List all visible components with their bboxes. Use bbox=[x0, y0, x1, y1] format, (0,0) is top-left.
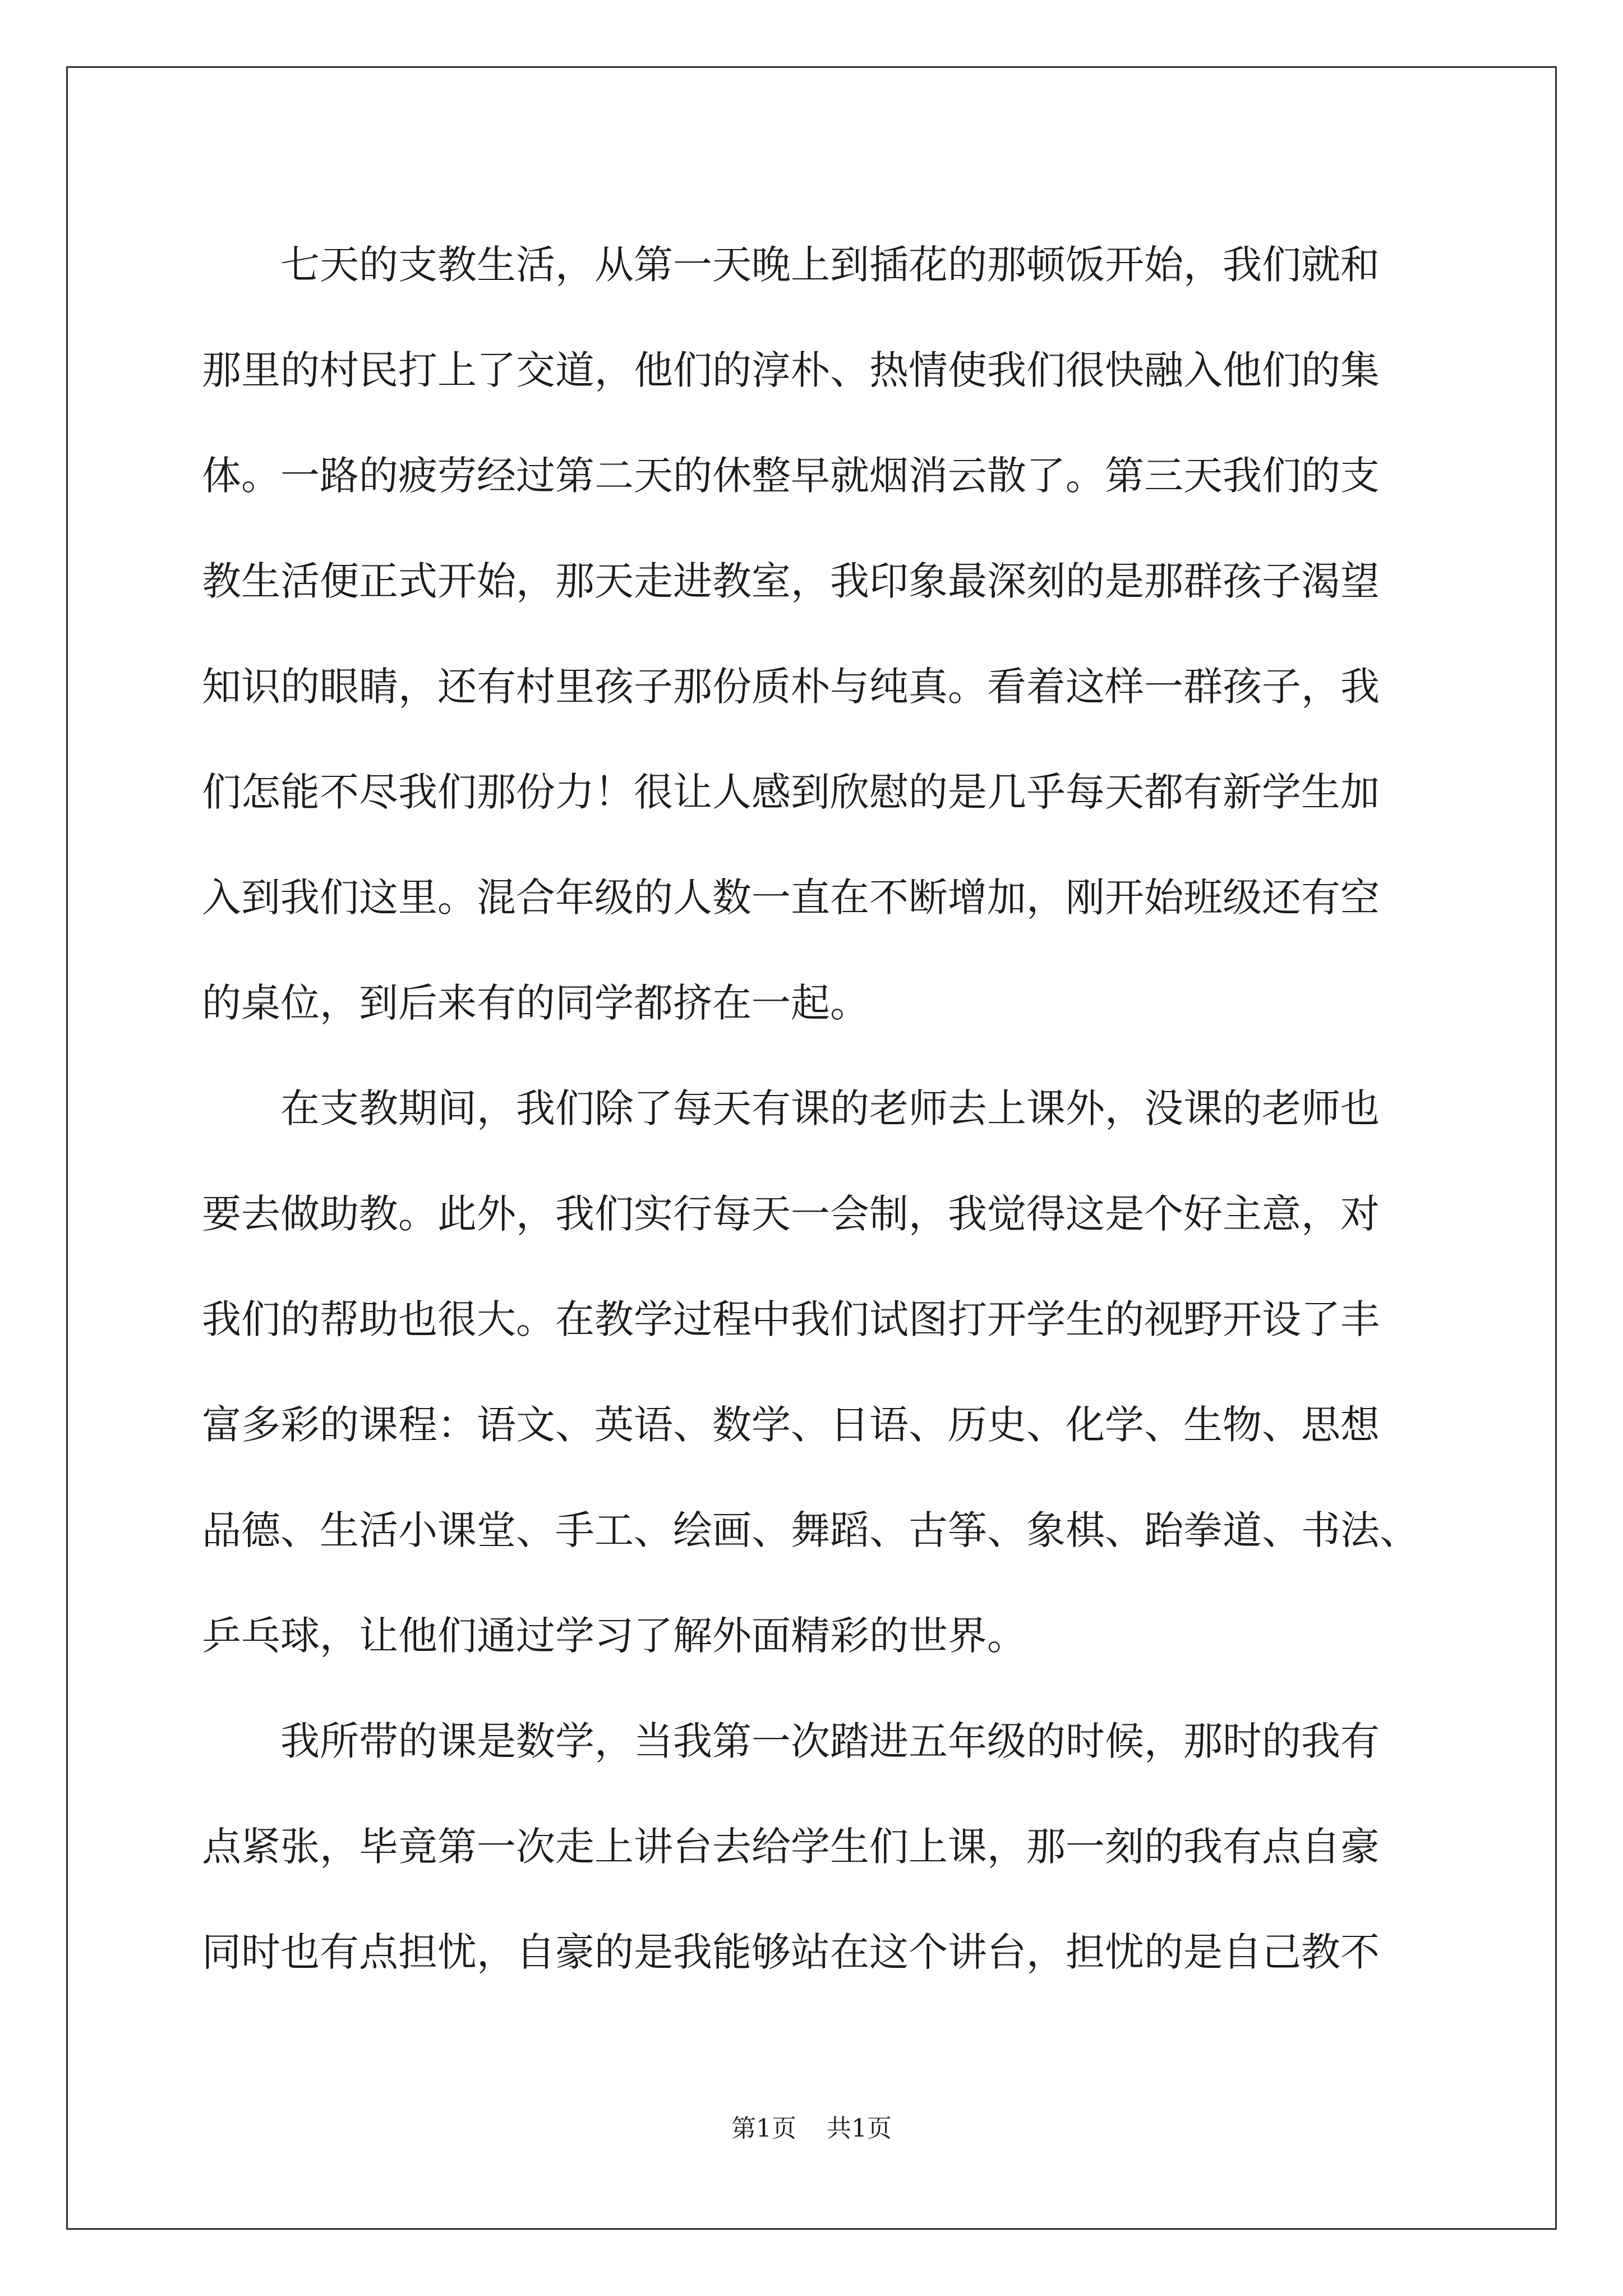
text-line: 的桌位，到后来有的同学都挤在一起。 bbox=[202, 980, 869, 1026]
text-line: 同时也有点担忧，自豪的是我能够站在这个讲台，担忧的是自己教不 bbox=[202, 1929, 1380, 1975]
document-body bbox=[202, 212, 1486, 2005]
text-line: 在支教期间，我们除了每天有课的老师去上课外，没课的老师也 bbox=[202, 1085, 1380, 1131]
page-footer bbox=[0, 2112, 1623, 2146]
text-line: 知识的眼睛，还有村里孩子那份质朴与纯真。看着这样一群孩子，我 bbox=[202, 664, 1380, 710]
page-number: 第1页 bbox=[731, 2114, 796, 2143]
text-line: 们怎能不尽我们那份力！很让人感到欣慰的是几乎每天都有新学生加 bbox=[202, 769, 1380, 815]
text-line: 品德、生活小课堂、手工、绘画、舞蹈、古筝、象棋、跆拳道、书法、 bbox=[202, 1507, 1419, 1553]
text-line: 教生活便正式开始，那天走进教室，我印象最深刻的是那群孩子渴望 bbox=[202, 558, 1380, 604]
text-line: 那里的村民打上了交道，他们的淳朴、热情使我们很快融入他们的集 bbox=[202, 347, 1380, 393]
text-line: 我所带的课是数学，当我第一次踏进五年级的时候，那时的我有 bbox=[202, 1718, 1380, 1764]
text-line: 富多彩的课程：语文、英语、数学、日语、历史、化学、生物、思想 bbox=[202, 1402, 1380, 1448]
text-line: 我们的帮助也很大。在教学过程中我们试图打开学生的视野开设了丰 bbox=[202, 1296, 1380, 1342]
text-line: 七天的支教生活，从第一天晚上到插花的那顿饭开始，我们就和 bbox=[202, 242, 1380, 288]
text-line: 要去做助教。此外，我们实行每天一会制，我觉得这是个好主意，对 bbox=[202, 1191, 1380, 1237]
page-total: 共1页 bbox=[827, 2114, 892, 2143]
text-line: 乒乓球，让他们通过学习了解外面精彩的世界。 bbox=[202, 1613, 1026, 1659]
text-line: 体。一路的疲劳经过第二天的休整早就烟消云散了。第三天我们的支 bbox=[202, 453, 1380, 499]
text-line: 点紧张，毕竟第一次走上讲台去给学生们上课，那一刻的我有点自豪 bbox=[202, 1824, 1380, 1870]
text-line: 入到我们这里。混合年级的人数一直在不断增加，刚开始班级还有空 bbox=[202, 875, 1380, 921]
